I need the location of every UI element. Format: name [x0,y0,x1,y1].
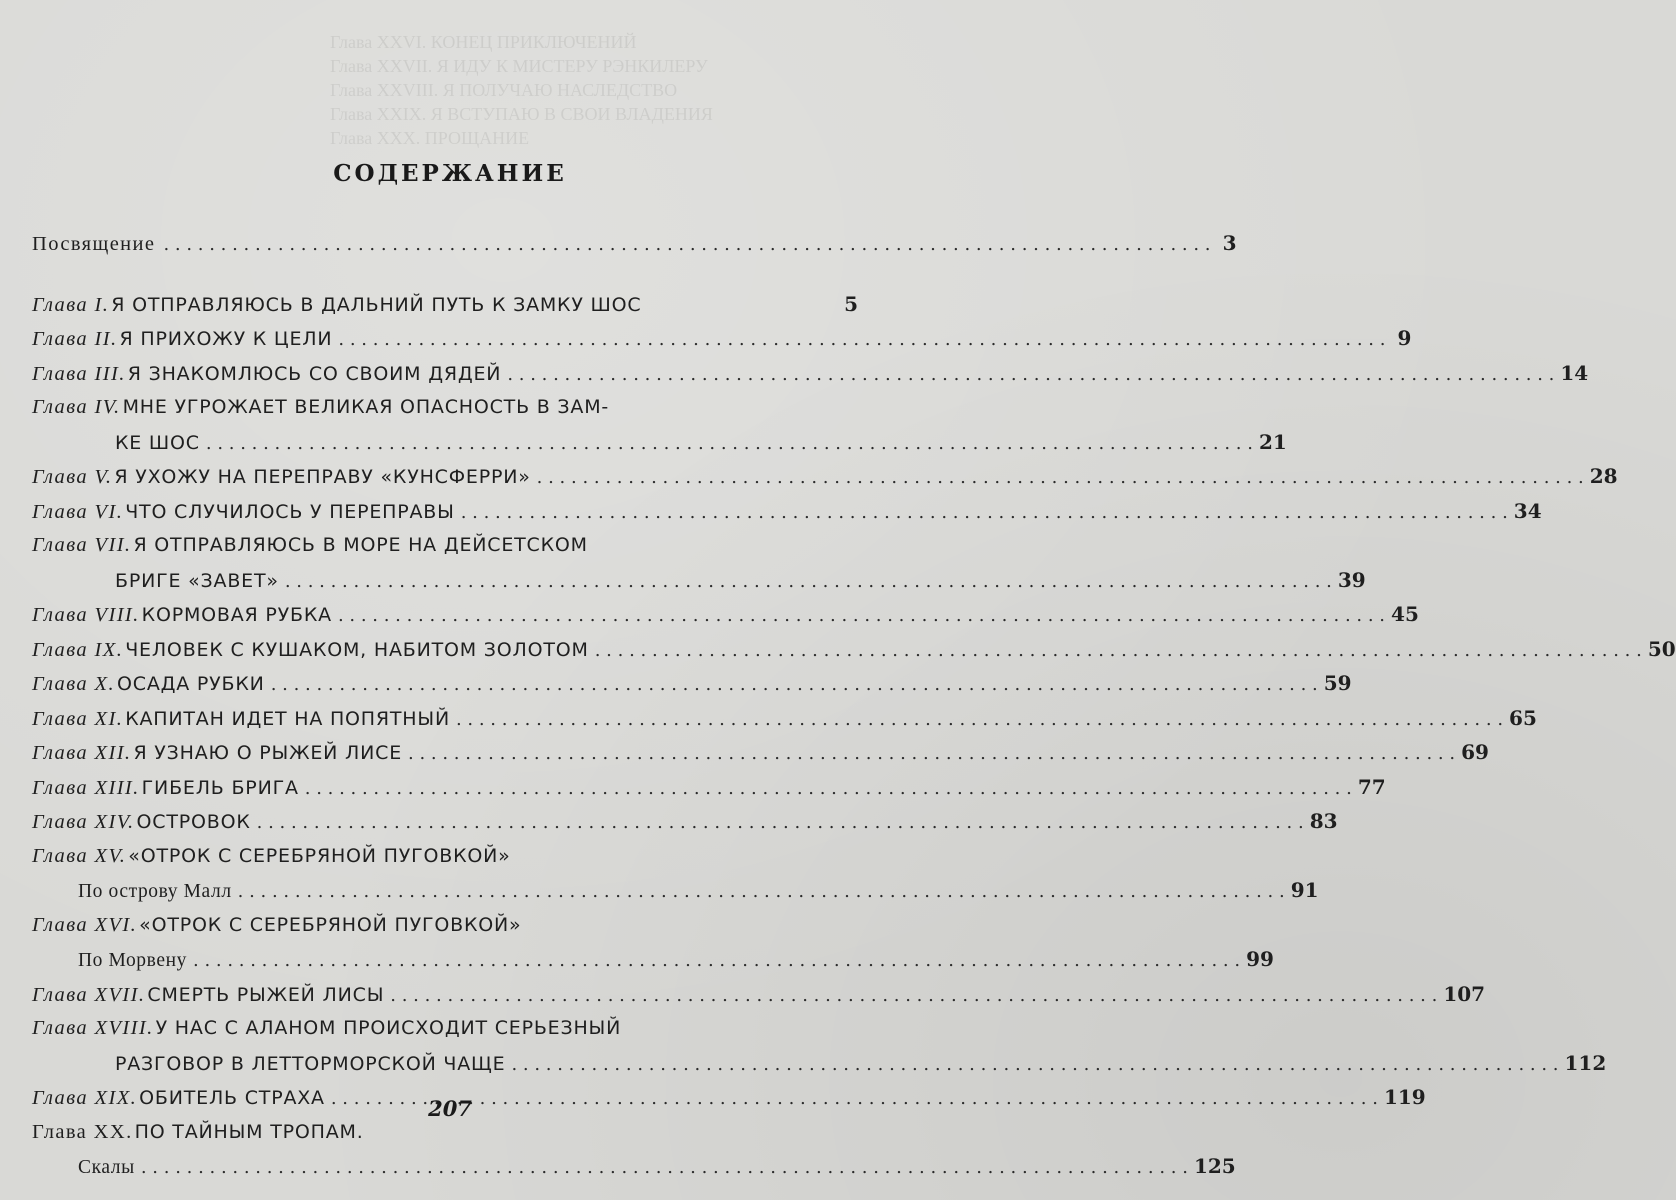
toc-line [32,1011,858,1046]
page-number-ref: 21 [1258,429,1287,454]
chapter-label: Глава XI. [32,707,124,730]
toc-chapter-entry [32,735,1489,770]
chapter-label: Глава III. [32,362,126,385]
chapter-title: ОБИТЕЛЬ СТРАХА [139,1087,325,1109]
toc-line [32,666,1352,701]
toc-line [32,321,1412,356]
chapter-label: Глава X. [32,673,115,695]
page-number-ref: 112 [1564,1050,1607,1075]
chapter-label: Глава IV. [32,396,121,418]
toc-line [32,804,1338,839]
toc-chapter-entry [32,528,1366,597]
bleed-through-line: Глава XXVII. Я ИДУ К МИСТЕРУ РЭНКИЛЕРУ [330,56,708,76]
subtitle-text: Скалы [78,1157,135,1178]
dot-leader [461,496,1508,531]
dot-leader [285,565,1332,600]
dot-leader [206,427,1253,462]
toc-chapter-entry [32,1115,1236,1184]
toc-chapter-entry [32,701,1537,736]
chapter-label: Глава XIV. [32,811,135,833]
dot-leader [338,599,1385,634]
page-number-ref: 3 [1222,231,1237,255]
toc-subtitle-line [32,942,1274,977]
toc-chapter-entry [32,390,1287,459]
dot-leader [141,1151,1188,1186]
page-number-ref: 9 [1397,326,1412,350]
chapter-title: Я ОТПРАВЛЯЮСЬ В МОРЕ НА ДЕЙСЕТСКОМ [133,534,588,556]
toc-continuation-line [32,425,1287,460]
chapter-title: У НАС С АЛАНОМ ПРОИСХОДИТ СЕРЬЕЗНЫЙ [155,1017,622,1039]
chapter-title: ОСАДА РУБКИ [117,673,265,695]
chapter-label: Глава XII. [32,742,132,764]
chapter-label: Глава XVII. [32,983,146,1006]
bleed-through-line: Глава XXVI. КОНЕЦ ПРИКЛЮЧЕНИЙ [330,32,637,52]
chapter-label: Глава VI. [32,500,124,523]
dot-leader [456,703,1503,738]
chapter-title: «ОТРОК С СЕРЕБРЯНОЙ ПУГОВКОЙ» [128,844,511,867]
chapter-title: Я УЗНАЮ О РЫЖЕЙ ЛИСЕ [133,742,403,764]
toc-line [32,597,1419,632]
chapter-label: Глава XX. [32,1120,133,1143]
dot-leader [271,668,1318,703]
subtitle-text: По Морвену [78,950,187,971]
chapter-title: Я ПРИХОЖУ К ЦЕЛИ [119,328,333,350]
dot-leader [511,1048,1558,1083]
page-number-ref: 34 [1513,498,1542,523]
chapter-label: Глава XV. [32,844,127,867]
toc-subtitle-line [32,1149,1236,1184]
toc-chapter-entry [32,804,1338,839]
toc-chapter-entry [32,459,1618,494]
page-number-ref: 50 [1647,636,1676,661]
toc-line [32,770,1386,805]
chapter-title: СМЕРТЬ РЫЖЕЙ ЛИСЫ [147,983,385,1006]
page-number-ref: 107 [1443,981,1486,1006]
bleed-through-line: Глава XXIX. Я ВСТУПАЮ В СВОИ ВЛАДЕНИЯ [330,104,713,124]
page-number-ref: 5 [844,291,858,316]
page-number-ref: 65 [1509,705,1537,730]
dot-leader [507,358,1554,393]
page-number-ref: 119 [1383,1085,1426,1109]
chapter-label: Глава I. [32,293,110,316]
chapter-title: «ОТРОК С СЕРЕБРЯНОЙ ПУГОВКОЙ» [139,913,522,936]
toc-line [32,390,858,425]
toc-line [32,459,1618,494]
dot-leader [305,772,1352,807]
chapter-label: Глава II. [32,328,118,350]
chapter-title: ЧЕЛОВЕК С КУШАКОМ, НАБИТОМ ЗОЛОТОМ [125,638,589,661]
toc-line [32,356,1589,391]
chapter-title: ПО ТАЙНЫМ ТРОПАМ. [134,1120,364,1143]
toc-chapter-entry [32,1011,1607,1080]
toc-chapter-entry [32,839,1319,908]
chapter-label: Посвящение [32,233,156,255]
toc-chapter-entry [32,666,1352,701]
chapter-label: Глава XVI. [32,913,138,936]
chapter-label: Глава XVIII. [32,1017,154,1039]
page-number-ref: 125 [1193,1154,1236,1178]
toc-chapter-entry [32,770,1386,805]
toc-line [32,226,1237,261]
toc-chapter-entry [32,356,1589,391]
page-number-ref: 77 [1357,774,1386,799]
toc-line [32,494,1542,529]
chapter-title: КЕ ШОС [115,431,200,454]
dot-leader [163,228,1210,263]
dot-leader [408,737,1455,772]
page-number-ref: 39 [1337,567,1366,592]
chapter-title: КАПИТАН ИДЕТ НА ПОПЯТНЫЙ [125,707,450,730]
chapter-label: Глава VIII. [32,604,140,626]
dot-leader [257,806,1304,841]
subtitle-text: По острову Малл [78,881,232,902]
toc-dedication-entry [32,226,1237,261]
page-number-ref: 99 [1246,947,1274,971]
chapter-title: Я ОТПРАВЛЯЮСЬ В ДАЛЬНИЙ ПУТЬ К ЗАМКУ ШОС [111,293,642,316]
toc-line [32,632,1676,667]
toc-line [32,701,1537,736]
toc-chapter-entry [32,287,858,322]
page-number-ref: 45 [1391,602,1419,626]
chapter-title: РАЗГОВОР В ЛЕТТОРМОРСКОЙ ЧАЩЕ [115,1052,506,1075]
dot-leader [595,634,1642,669]
page-number-ref: 83 [1309,809,1338,833]
toc-chapter-entry [32,597,1419,632]
page-number: 207 [428,1096,472,1121]
toc-chapter-entry [32,494,1542,529]
toc-continuation-line [32,1046,1607,1081]
page-number-ref: 28 [1589,464,1618,488]
chapter-label: Глава V. [32,466,113,488]
chapter-title: КОРМОВАЯ РУБКА [141,604,332,626]
chapter-title: ЧТО СЛУЧИЛОСЬ У ПЕРЕПРАВЫ [125,500,455,523]
chapter-label: Глава VII. [32,534,132,556]
chapter-label: Глава XIX. [32,1087,138,1109]
chapter-label: Глава IX. [32,638,124,661]
page-number-ref: 69 [1461,740,1489,764]
toc-line [32,528,858,563]
chapter-title: Я УХОЖУ НА ПЕРЕПРАВУ «КУНСФЕРРИ» [114,466,531,488]
toc-chapter-entry [32,977,1486,1012]
dot-leader [537,461,1584,496]
table-of-contents [32,226,1676,1184]
chapter-title: ГИБЕЛЬ БРИГА [141,776,299,799]
bleed-through-line: Глава XXX. ПРОЩАНИЕ [330,128,530,148]
bleed-through-line: Глава XXVIII. Я ПОЛУЧАЮ НАСЛЕДСТВО [330,80,678,100]
toc-line [32,977,1486,1012]
chapter-title: ОСТРОВОК [136,811,251,833]
chapter-label: Глава XIII. [32,776,140,799]
toc-continuation-line [32,563,1366,598]
toc-line [32,287,858,322]
page-title: СОДЕРЖАНИЕ [333,160,567,187]
toc-line [32,839,858,874]
toc-subtitle-line [32,873,1319,908]
chapter-title: МНЕ УГРОЖАЕТ ВЕЛИКАЯ ОПАСНОСТЬ В ЗАМ- [122,396,610,418]
dot-leader [338,323,1385,358]
page-number-ref: 91 [1290,878,1319,902]
dot-leader [193,944,1240,979]
dot-leader [390,979,1437,1014]
chapter-title: Я ЗНАКОМЛЮСЬ СО СВОИМ ДЯДЕЙ [127,362,502,385]
dot-leader [238,875,1285,910]
page-number-ref: 14 [1560,360,1589,385]
toc-chapter-entry [32,321,1412,356]
toc-line [32,735,1489,770]
chapter-title: БРИГЕ «ЗАВЕТ» [115,569,279,592]
toc-chapter-entry [32,632,1676,667]
page-number-ref: 59 [1323,671,1352,695]
toc-line [32,908,858,943]
toc-chapter-entry [32,908,1274,977]
